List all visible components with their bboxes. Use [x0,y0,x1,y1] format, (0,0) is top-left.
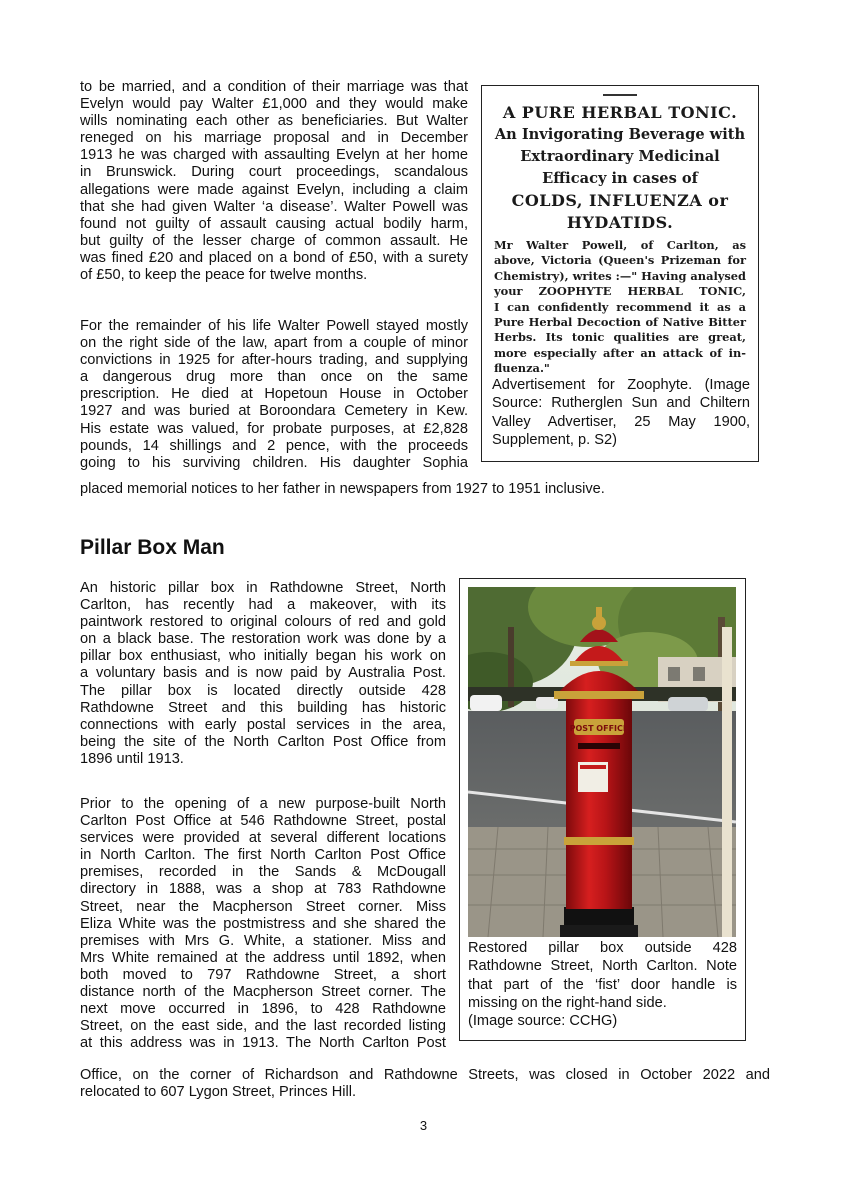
text-line: to be married, and a condition of their marriage was that [80,79,468,95]
article1-paragraph2-last-line [80,481,780,498]
advert-body-line: fluenza." [494,361,550,376]
text-line: premises, recorded in the Sands & McDougall [80,864,446,881]
text-line: prescription. He died at Hopetoun House in October [80,386,468,403]
advert-subtitle-line: An Invigorating Beverage with [494,126,746,143]
caption-line: Supplement, p. S2) [492,431,617,448]
pillar-box-sign: POST OFFICE [569,724,629,733]
text-line: 1913 he was charged with assaulting Evelyn at her home [80,147,468,164]
text-line: Carlton Post Office at 546 Rathdowne Street, postal [80,813,446,830]
text-line: convictions in 1925 for after-hours trading, and supplying [80,352,468,369]
caption-line: that part of the ‘fist’ door handle is [468,976,737,993]
text-line: both moved to 797 Rathdowne Street, a short [80,966,446,983]
advert-title: A PURE HERBAL TONIC. [502,103,738,122]
advert-body [494,238,746,377]
text-line: a voluntary basis and is now paid by Australia Post. [80,665,446,682]
text-line: connections with early postal services in the area, [80,716,446,733]
text-line: in North Carlton. The first North Carlton Post Office [80,847,446,864]
article1-paragraph2 [80,318,468,472]
text-line: Office, on the corner of Richardson and Rathdowne Streets, was closed in October 2022 and [80,1067,770,1083]
advert-body-line: more especially after an attack of in- [494,345,746,360]
text-line: at this address was in 1913. The North Carlton Post [80,1035,446,1052]
text-line: The pillar box is located directly outside 428 [80,682,446,699]
text-line: but guilty of the lesser charge of common assault. He [80,232,468,249]
article2-paragraph2 [80,796,446,1052]
text-line: on a black base. The restoration work was done by a [80,631,446,648]
text-line: on the right side of the law, apart from a couple of minor [80,335,468,352]
text-line: services were provided at several different locations [80,830,446,847]
text-line: allegations were made against Evelyn, including a claim [80,181,468,198]
advert-body-line: your ZOOPHYTE HERBAL TONIC, [494,284,746,299]
text-line: Evelyn would pay Walter £1,000 and they would make [80,96,468,113]
advert-body-line: Herbs. Its tonic qualities are great, [494,330,746,345]
photo-box [459,578,746,1041]
text-line: placed memorial notices to her father in newspapers from 1927 to 1951 inclusive. [80,481,605,497]
text-line: paintwork restored to original colours of red and gold [80,614,446,631]
article2-paragraph2-continuation [80,1067,770,1101]
section-heading: Pillar Box Man [80,536,225,559]
photo-caption [468,939,737,1030]
text-line: For the remainder of his life Walter Powell stayed mostly [80,318,468,334]
advert-body-line: Pure Herbal Decoction of Native Bitter [494,315,746,330]
advert-body-line: above, Victoria (Queen's Prizeman for [494,253,746,268]
text-line: An historic pillar box in Rathdowne Street, North [80,580,446,596]
article1-paragraph1 [80,79,468,284]
text-line: pillar box enthusiast, who initially began his work on [80,648,446,665]
text-line: that she had given Walter ‘a disease’. Walter Powell was [80,198,468,215]
caption-line: Source: Rutherglen Sun and Chiltern [492,395,750,412]
text-line: relocated to 607 Lygon Street, Princes Hill. [80,1084,357,1101]
caption-line: missing on the right-hand side. [468,994,667,1011]
advert-body-line: I can confidently recommend it as a [494,299,746,314]
advert-subtitle-line: Efficacy in cases of [542,170,698,187]
text-line: Rathdowne Street and this building has historic [80,699,446,716]
text-line: Eliza White was the postmistress and she shared the [80,915,446,932]
advertisement-box [481,85,759,462]
advert-caption [492,376,750,449]
text-line: Street, near the Macpherson Street corner. Miss [80,898,446,915]
text-line: Street, on the east side, and the last recorded listing [80,1018,446,1035]
text-line: distance north of the Macpherson Street corner. The [80,984,446,1001]
text-line: going to his surviving children. His daughter Sophia [80,454,468,471]
text-line: a dangerous drug more than once on the same [80,369,468,386]
pillar-box-illustration [468,587,736,937]
advert-ailments: COLDS, INFLUENZA or [511,191,729,210]
caption-line: Advertisement for Zoophyte. (Image [492,377,750,393]
text-line: next move occurred in 1896, to 428 Rathdowne [80,1001,446,1018]
text-line: wills nominating each other as beneficiaries. But Walter [80,113,468,130]
text-line: in Brunswick. During court proceedings, scandalous [80,164,468,181]
text-line: 1896 until 1913. [80,750,184,767]
caption-line: Rathdowne Street, North Carlton. Note [468,958,737,975]
page-number: 3 [419,1118,428,1133]
text-line: premises with Mrs G. White, a stationer. Miss and [80,932,446,949]
advert-subtitle-line: Extraordinary Medicinal [520,148,720,165]
text-line: being the site of the North Carlton Post Office from [80,733,446,750]
caption-line: Valley Advertiser, 25 May 1900, [492,413,750,430]
text-line: pounds, 14 shillings and 2 pence, with the proceeds [80,437,468,454]
advert-body-line: Mr Walter Powell, of Carlton, as [494,238,746,252]
text-line: Mrs White remained at the address until 1892, when [80,949,446,966]
text-line: 1927 and was buried at Boroondara Cemetery in Kew. [80,403,468,420]
article2-paragraph1 [80,580,446,768]
caption-line: Restored pillar box outside 428 [468,940,737,956]
text-line: Carlton, has recently had a makeover, with its [80,597,446,614]
advert-ailment-hydatids: HYDATIDS. [566,213,674,232]
text-line: was fined £20 and placed on a bond of £50, with a surety [80,249,468,266]
text-line: of £50, to keep the peace for twelve months. [80,267,368,284]
advert-body-line: Chemistry), writes :—" Having analysed [494,268,747,283]
pillar-box-photo [468,587,736,937]
advertisement-clipping [494,94,746,377]
text-line: found not guilty of assault causing actual bodily harm, [80,215,468,232]
divider [603,94,637,96]
text-line: directory in 1888, was a shop at 783 Rathdowne [80,881,446,898]
text-line: Prior to the opening of a new purpose-built North [80,796,446,812]
caption-line: (Image source: CCHG) [468,1013,618,1030]
text-line: reneged on his marriage proposal and in December [80,130,468,147]
text-line: His estate was valued, for probate purposes, at £2,828 [80,420,468,437]
